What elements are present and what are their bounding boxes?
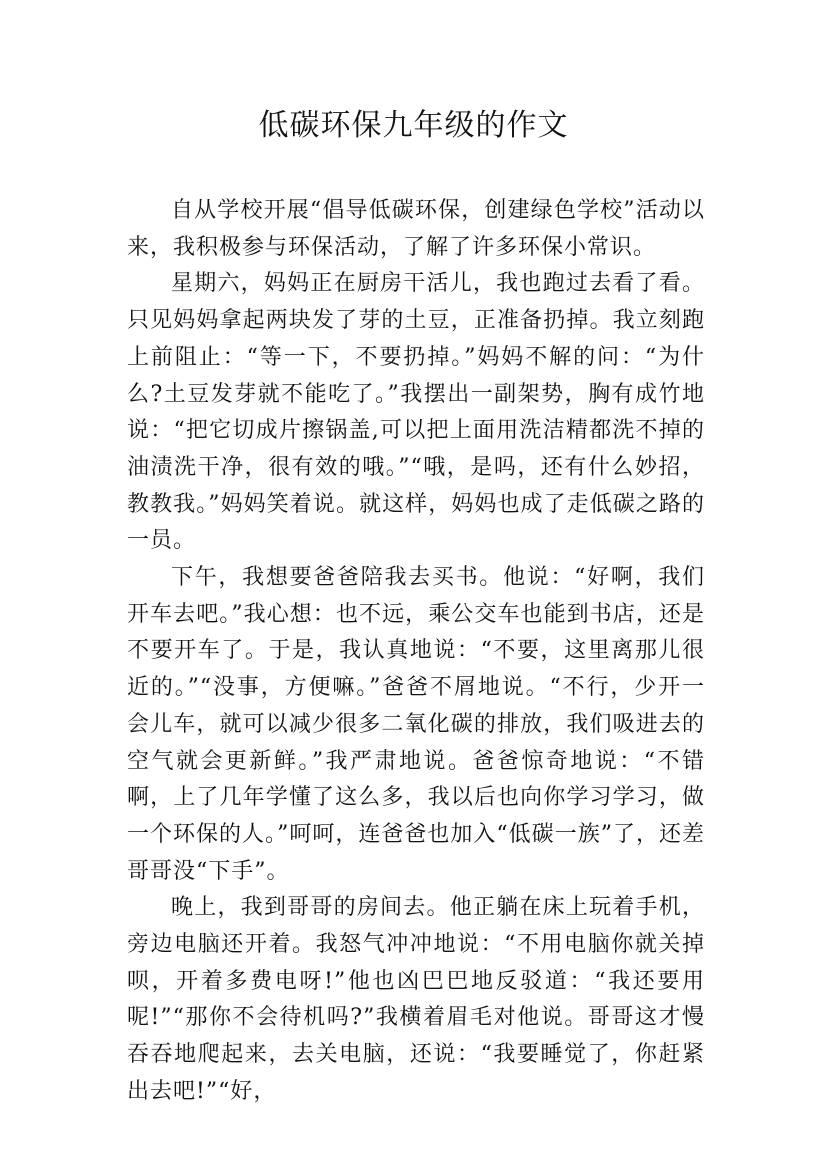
- paragraph-1: 自从学校开展“倡导低碳环保，创建绿色学校”活动以来，我积极参与环保活动，了解了许多环保小常识。: [127, 198, 705, 260]
- paragraph-4: 晚上，我到哥哥的房间去。他正躺在床上玩着手机，旁边电脑还开着。我怒气冲冲地说：“不用电脑你就关掉呗，开着多费电呀!”他也凶巴巴地反驳道：“我还要用呢!”“那你不会待机吗?”我横着眉毛对他说。哥哥这才慢吞吞地爬起来，去关电脑，还说：“我要睡觉了，你赶紧出去吧!”“好，: [127, 895, 705, 1104]
- essay-title: 低碳环保九年级的作文: [258, 108, 569, 143]
- paragraph-2: 星期六，妈妈正在厨房干活儿，我也跑过去看了看。只见妈妈拿起两块发了芽的土豆，正准备扔掉。我立刻跑上前阻止：“等一下，不要扔掉。”妈妈不解的问：“为什么?土豆发芽就不能吃了。”我摆出一副架势，胸有成竹地说：“把它切成片擦锅盖,可以把上面用洗洁精都洗不掉的油渍洗干净，很有效的哦。”“哦，是吗，还有什么妙招，教教我。”妈妈笑着说。就这样，妈妈也成了走低碳之路的一员。: [127, 271, 705, 554]
- essay-body: [127, 193, 705, 1111]
- paragraph-3: 下午，我想要爸爸陪我去买书。他说：“好啊，我们开车去吧。”我心想：也不远，乘公交车也能到书店，还是不要开车了。于是，我认真地说：“不要，这里离那儿很近的。”“没事，方便嘛。”爸爸不屑地说。“不行，少开一会儿车，就可以减少很多二氧化碳的排放，我们吸进去的空气就会更新鲜。”我严肃地说。爸爸惊奇地说：“不错啊，上了几年学懂了这么多，我以后也向你学习学习，做一个环保的人。”呵呵，连爸爸也加入“低碳一族”了，还差哥哥没“下手”。: [127, 565, 705, 884]
